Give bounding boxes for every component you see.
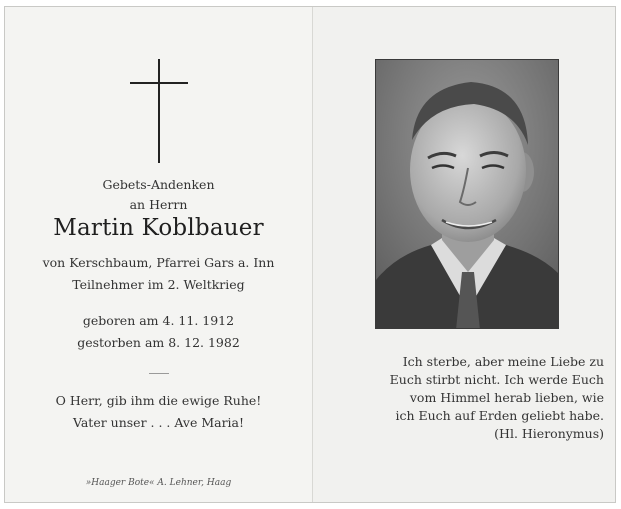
recipient-line: an Herrn	[129, 197, 188, 212]
portrait-image	[376, 60, 559, 329]
quote-line: vom Himmel herab lieben, wie	[409, 390, 604, 405]
prayer-line-2: Vater unser . . . Ave Maria!	[72, 415, 245, 430]
prayer-line-1: O Herr, gib ihm die ewige Ruhe!	[55, 393, 262, 408]
cross-icon	[158, 59, 160, 163]
right-panel	[313, 7, 615, 502]
left-panel	[5, 7, 312, 502]
born-date: geboren am 4. 11. 1912	[82, 313, 235, 328]
origin-line: von Kerschbaum, Pfarrei Gars a. Inn	[42, 255, 275, 270]
printer-credit: »Haager Bote« A. Lehner, Haag	[85, 478, 232, 488]
memorial-card	[4, 6, 616, 503]
portrait-photo	[375, 59, 559, 329]
divider	[149, 373, 169, 374]
quote-line: ich Euch auf Erden geliebt habe.	[395, 408, 604, 423]
death-date: gestorben am 8. 12. 1982	[77, 335, 240, 350]
quote-block	[358, 353, 604, 443]
war-line: Teilnehmer im 2. Weltkrieg	[72, 277, 245, 292]
quote-line: Euch stirbt nicht. Ich werde Euch	[389, 372, 604, 387]
deceased-name: Martin Koblbauer	[53, 215, 264, 241]
heading: Gebets-Andenken	[102, 177, 215, 192]
quote-line: Ich sterbe, aber meine Liebe zu	[402, 354, 604, 369]
cross-icon-bar	[130, 82, 188, 84]
quote-attribution: (Hl. Hieronymus)	[494, 426, 604, 441]
